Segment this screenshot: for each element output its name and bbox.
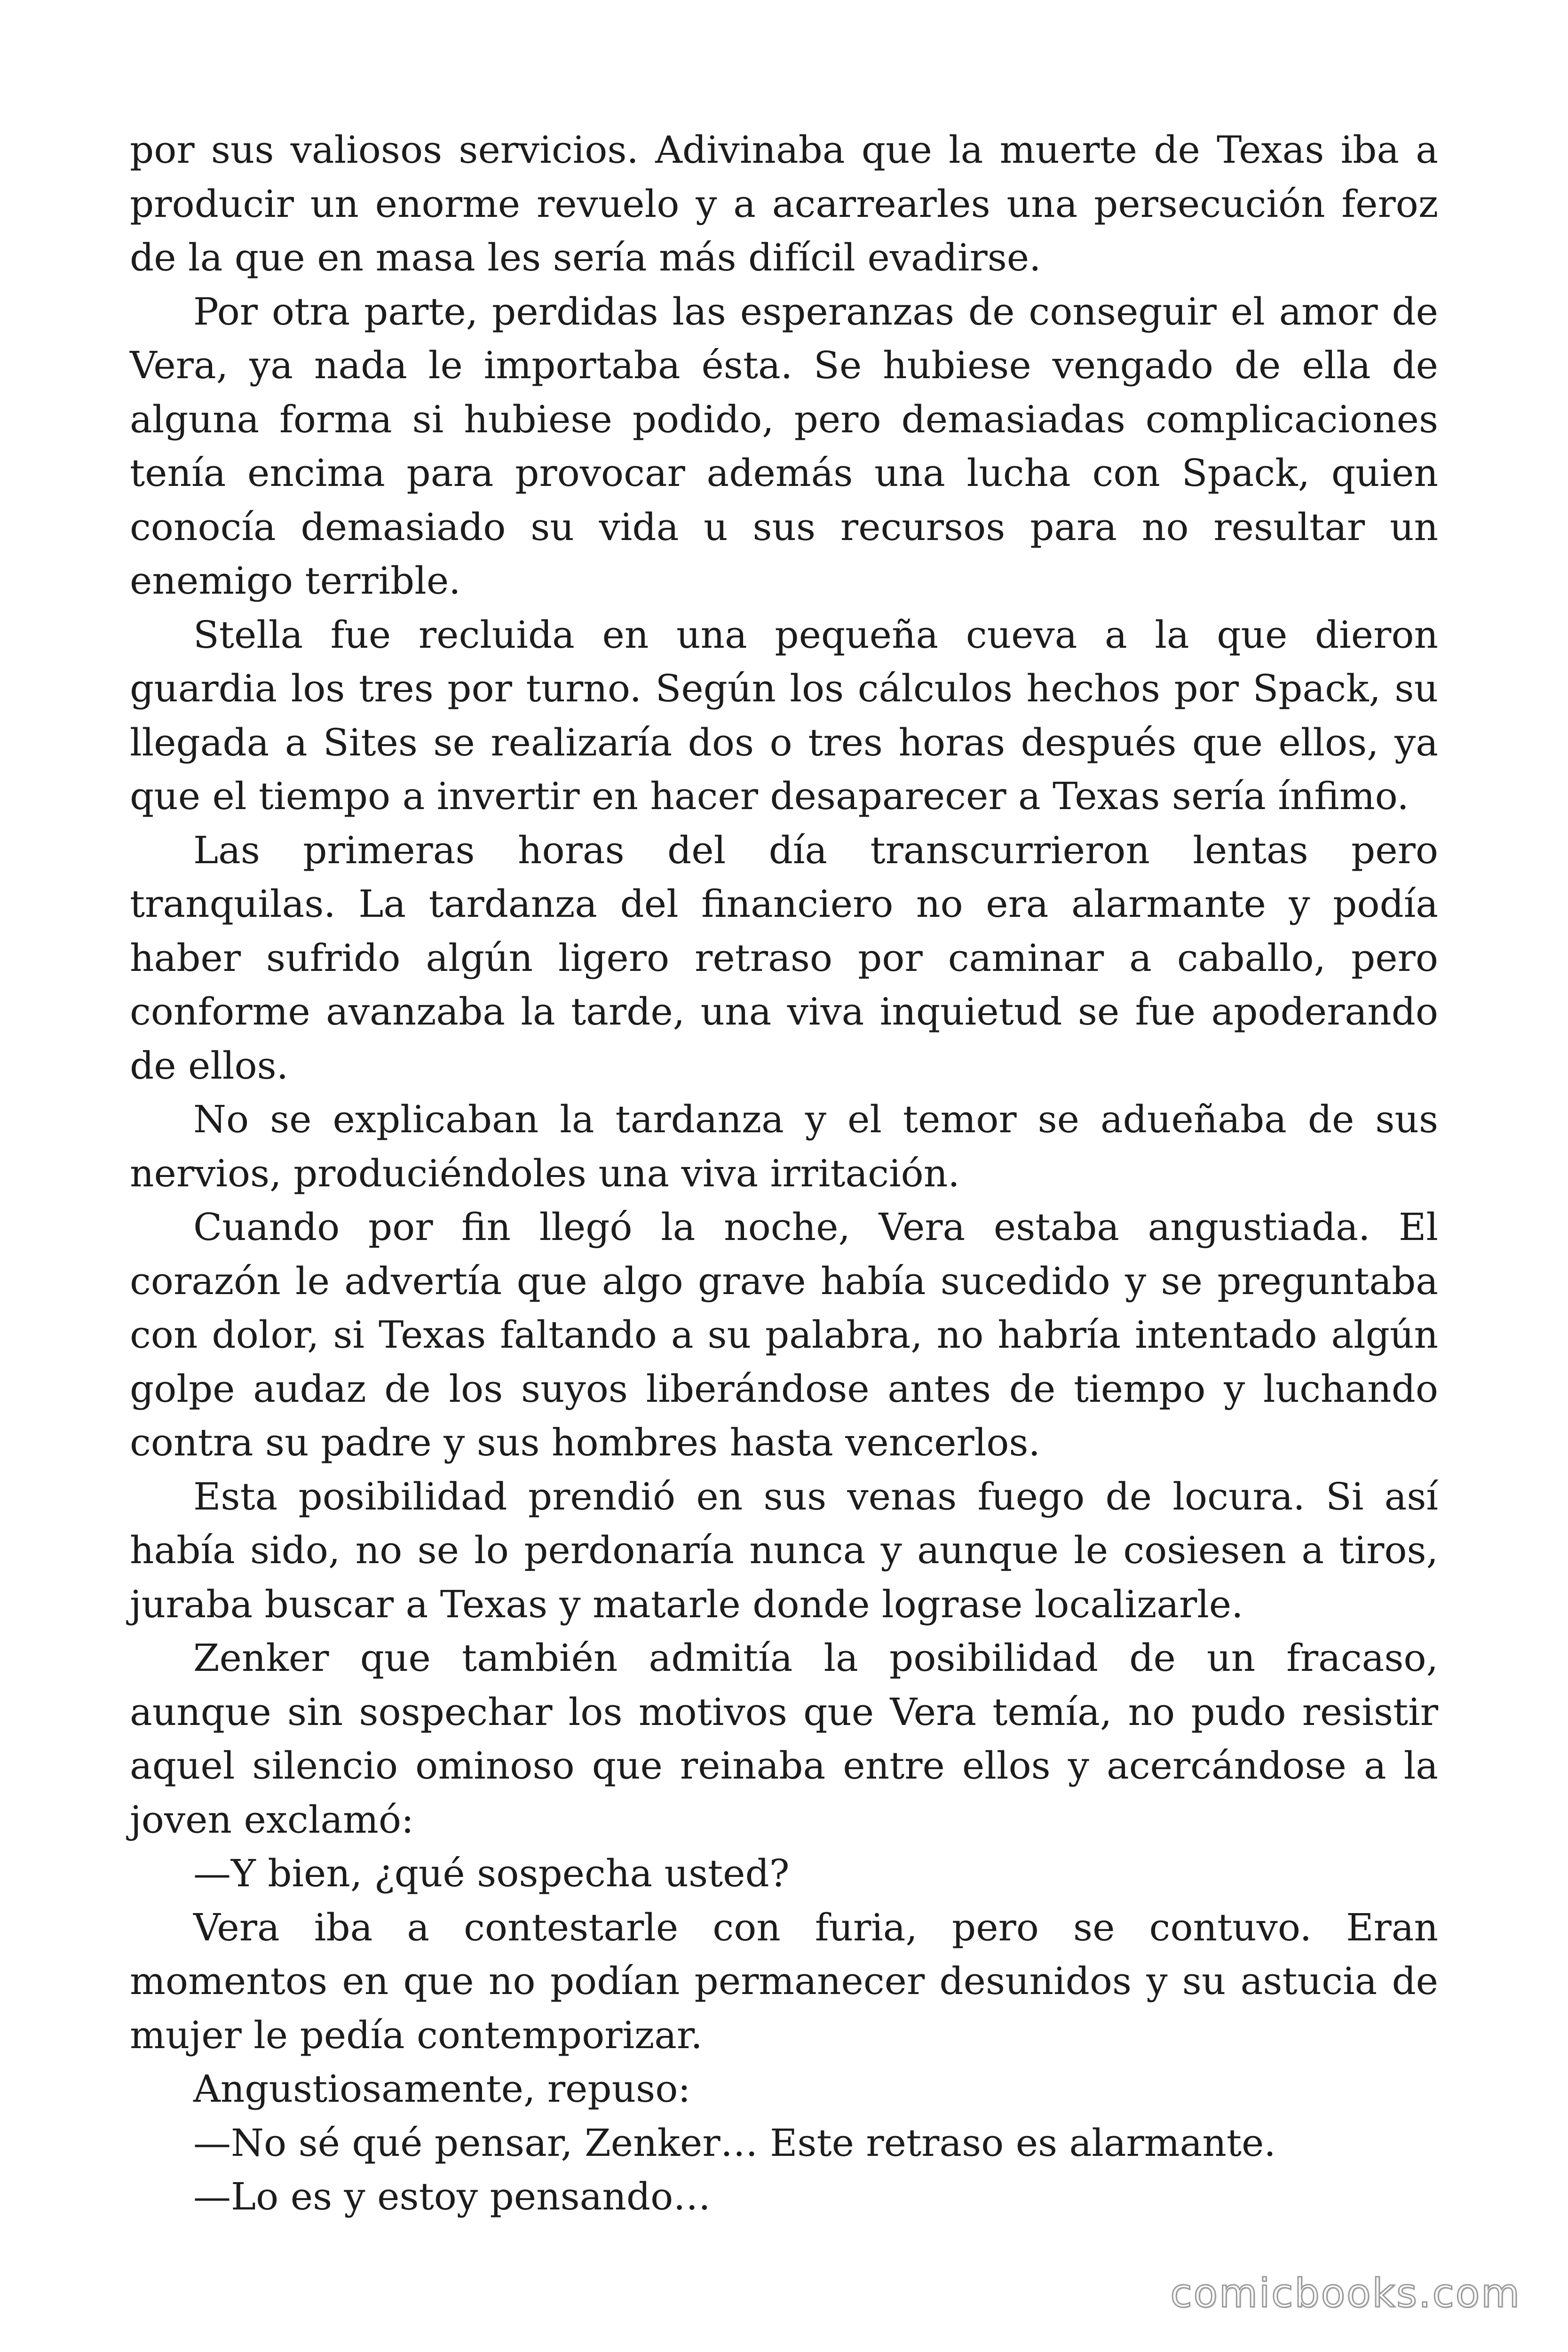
paragraph: Stella fue recluida en una pequeña cueva a la que dieron guardia los tres por turno. Según los cálculos hechos por Spack, su llegada a Sites se realizaría dos o tres horas después que ellos, ya que el tiempo a invertir en hacer desaparecer a Texas sería ínfimo. bbox=[130, 612, 1438, 818]
paragraph: Esta posibilidad prendió en sus venas fuego de locura. Si así había sido, no se lo perdonaría nunca y aunque le cosiesen a tiros, juraba buscar a Texas y matarle donde lograse localizarle. bbox=[130, 1474, 1438, 1626]
paragraph: —Lo es y estoy pensando… bbox=[193, 2175, 711, 2218]
paragraph: Las primeras horas del día transcurrieron lentas pero tranquilas. La tardanza del financiero no era alarmante y podía haber sufrido algún ligero retraso por caminar a caballo, pero conforme avanzaba la tarde, una viva inquietud se fue apoderando de ellos. bbox=[130, 828, 1438, 1088]
paragraph: No se explicaban la tardanza y el temor se adueñaba de sus nervios, produciéndoles una viva irritación. bbox=[130, 1097, 1438, 1195]
watermark: comicbooks.com bbox=[1170, 2270, 1521, 2316]
paragraph: Por otra parte, perdidas las esperanzas de conseguir el amor de Vera, ya nada le importaba ésta. Se hubiese vengado de ella de alguna forma si hubiese podido, pero demasiadas complicaciones tenía encima para provocar además una lucha con Spack, quien conocía demasiado su vida u sus recursos para no resultar un enemigo terrible. bbox=[130, 289, 1438, 603]
paragraph: Cuando por fin llegó la noche, Vera estaba angustiada. El corazón le advertía que algo grave había sucedido y se preguntaba con dolor, si Texas faltando a su palabra, no habría intentado algún golpe audaz de los suyos liberándose antes de tiempo y luchando contra su padre y sus hombres hasta vencerlos. bbox=[130, 1205, 1438, 1464]
paragraph: Vera iba a contestarle con furia, pero se contuvo. Eran momentos en que no podían permanecer desunidos y su astucia de mujer le pedía contemporizar. bbox=[130, 1905, 1438, 2057]
paragraph: Zenker que también admitía la posibilidad de un fracaso, aunque sin sospechar los motivos que Vera temía, no pudo resistir aquel silencio ominoso que reinaba entre ellos y acercándose a la joven exclamó: bbox=[130, 1636, 1438, 1842]
paragraph: —No sé qué pensar, Zenker… Este retraso es alarmante. bbox=[193, 2121, 1276, 2165]
paragraph: por sus valiosos servicios. Adivinaba que la muerte de Texas iba a producir un enorme revuelo y a acarrearles una persecución feroz de la que en masa les sería más difícil evadirse. bbox=[130, 128, 1438, 279]
paragraph: Angustiosamente, repuso: bbox=[193, 2067, 691, 2111]
body-text bbox=[130, 123, 1438, 2224]
paragraph: —Y bien, ¿qué sospecha usted? bbox=[193, 1851, 790, 1895]
